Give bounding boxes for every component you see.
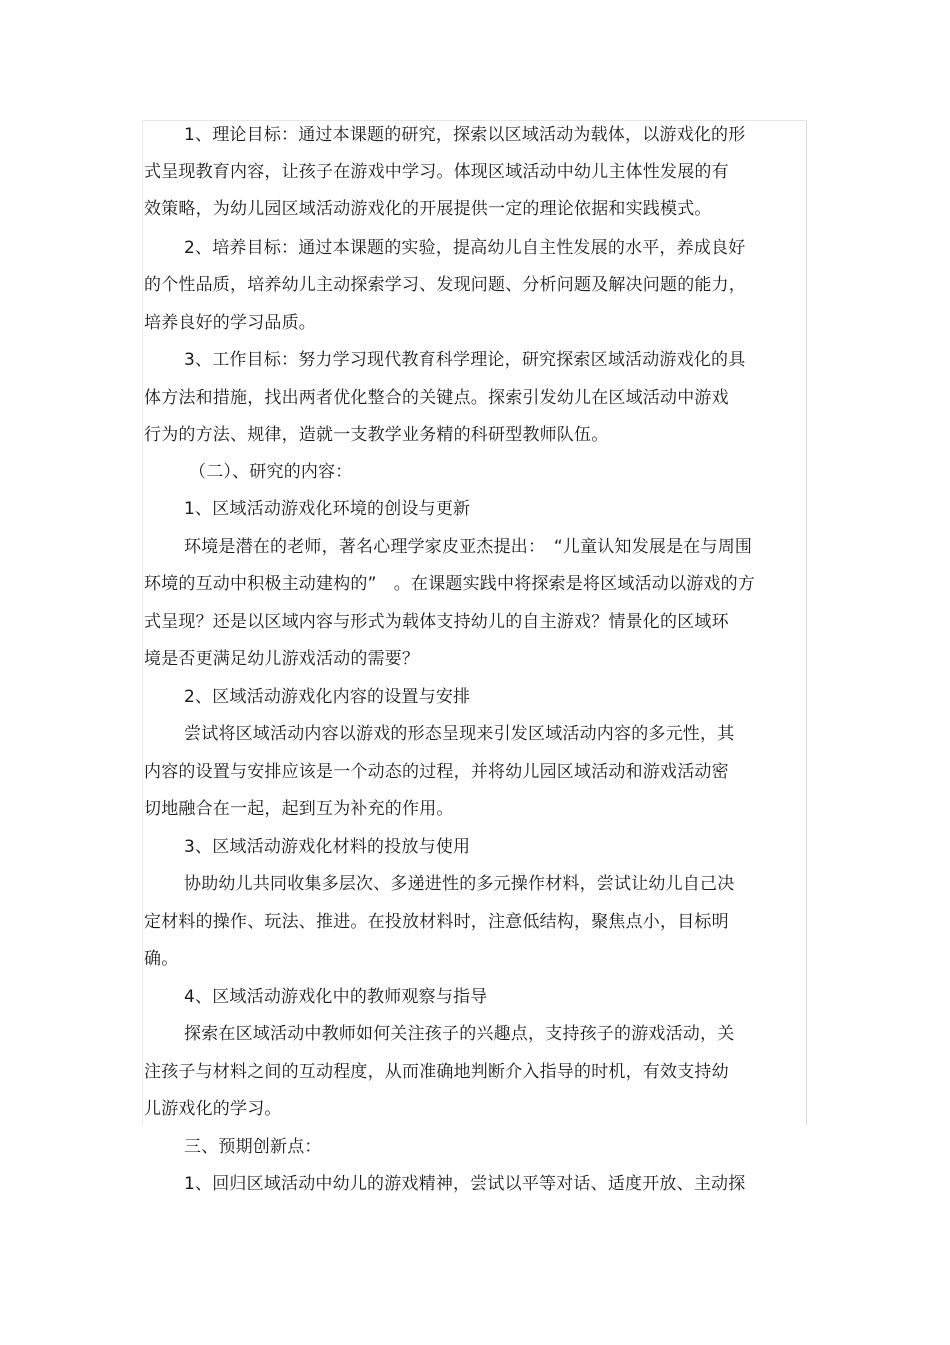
text-line: 环境是潜在的老师，著名心理学家皮亚杰提出： “儿童认知发展是在与周围 (184, 537, 753, 557)
text-line: 探索在区域活动中教师如何关注孩子的兴趣点，支持孩子的游戏活动，关 (184, 1024, 735, 1044)
text-line: 2、培养目标：通过本课题的实验，提高幼儿自主性发展的水平，养成良好 (184, 238, 746, 258)
text-line: 内容的设置与安排应该是一个动态的过程，并将幼儿园区域活动和游戏活动密 (144, 762, 729, 782)
subsection-heading: 4、区域活动游戏化中的教师观察与指导 (184, 987, 488, 1007)
text-line: 培养良好的学习品质。 (144, 313, 316, 333)
text-line: 注孩子与材料之间的互动程度，从而准确地判断介入指导的时机，有效支持幼 (144, 1062, 729, 1082)
text-line: 定材料的操作、玩法、推进。在投放材料时，注意低结构，聚焦点小，目标明 (144, 912, 729, 932)
text-line: 确。 (144, 949, 179, 969)
text-line: 3、工作目标：努力学习现代教育科学理论，研究探索区域活动游戏化的具 (184, 350, 746, 370)
text-line: 切地融合在一起，起到互为补充的作用。 (144, 799, 454, 819)
subsection-heading: 1、区域活动游戏化环境的创设与更新 (184, 499, 471, 519)
text-line: 体方法和措施，找出两者优化整合的关键点。探索引发幼儿在区域活动中游戏 (144, 388, 729, 408)
section-heading: 三、预期创新点： (184, 1137, 322, 1157)
text-line: 的个性品质，培养幼儿主动探索学习、发现问题、分析问题及解决问题的能力， (144, 275, 746, 295)
text-line: 行为的方法、规律，造就一支教学业务精的科研型教师队伍。 (144, 425, 609, 445)
text-line: 协助幼儿共同收集多层次、多递进性的多元操作材料，尝试让幼儿自己决 (184, 874, 735, 894)
section-heading: （二）、研究的内容： (189, 462, 353, 482)
text-line: 1、回归区域活动中幼儿的游戏精神，尝试以平等对话、适度开放、主动探 (184, 1174, 746, 1194)
text-line: 1、理论目标：通过本课题的研究，探索以区域活动为载体，以游戏化的形 (184, 125, 746, 145)
text-line: 境是否更满足幼儿游戏活动的需要？ (144, 649, 420, 669)
text-line: 效策略，为幼儿园区域活动游戏化的开展提供一定的理论依据和实践模式。 (144, 199, 712, 219)
text-line: 环境的互动中积极主动建构的” 。在课题实践中将探索是将区域活动以游戏的方 (144, 574, 756, 594)
text-line: 尝试将区域活动内容以游戏的形态呈现来引发区域活动内容的多元性，其 (184, 724, 735, 744)
subsection-heading: 2、区域活动游戏化内容的设置与安排 (184, 687, 471, 707)
text-line: 儿游戏化的学习。 (144, 1099, 282, 1119)
subsection-heading: 3、区域活动游戏化材料的投放与使用 (184, 837, 471, 857)
text-line: 式呈现？还是以区域内容与形式为载体支持幼儿的自主游戏？情景化的区域环 (144, 612, 729, 632)
text-line: 式呈现教育内容，让孩子在游戏中学习。体现区域活动中幼儿主体性发展的有 (144, 162, 729, 182)
